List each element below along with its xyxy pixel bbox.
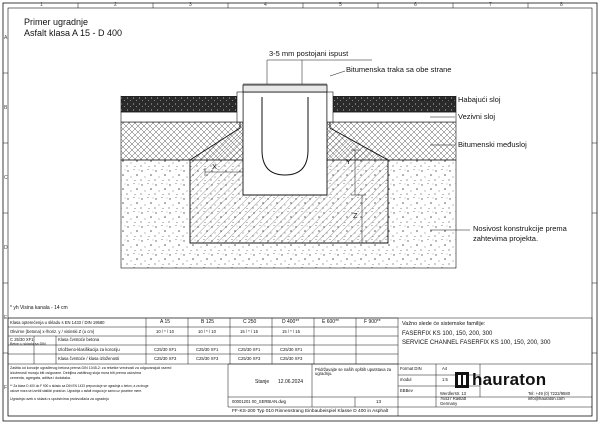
- product-line2: SERVICE CHANNEL FASERFIX KS 100, 150, 200, 300: [402, 340, 551, 346]
- hauraton-logo-icon: [455, 372, 469, 388]
- grid-letter-f: F: [4, 385, 8, 391]
- install-note: Pridržavajte se naših opštih uputstava za ugradnju.: [315, 367, 392, 377]
- grid-letter-b: B: [4, 105, 8, 111]
- class-a15: A 15: [160, 319, 171, 325]
- class-c250: C 250: [243, 319, 257, 325]
- label-binder-layer: Vezivni sloj: [458, 112, 496, 121]
- row2-d400: C25/30 XF1: [280, 347, 303, 352]
- lang-label: EBBev: [400, 388, 413, 393]
- company-address-2: 76437 Rastatt: [440, 396, 467, 401]
- callout-gap: 3-5 mm postojani ispust: [269, 49, 349, 58]
- dim-x: X: [212, 162, 218, 171]
- table-row0-label: Klasa opterećenja u skladu s EN 1433 / DIN 19580: [10, 320, 105, 325]
- product-line1: FASERFIX KS 100, 150, 200, 300: [402, 331, 493, 337]
- row2-b125: C25/30 XF1: [196, 347, 219, 352]
- row2-c250: C25/30 XF1: [238, 347, 261, 352]
- grid-num-5: 5: [339, 2, 342, 8]
- row3-d400: C25/30 XF3: [280, 356, 303, 361]
- product-heading: Važno slede će sistemske familije:: [402, 321, 486, 327]
- label-bitumen-interlayer: Bitumenski međusloj: [458, 140, 527, 149]
- company-address-1: Werdlerstr. 13: [440, 391, 466, 396]
- row3-a15: C25/30 XF3: [154, 356, 177, 361]
- stand-label: Stanje: [255, 379, 270, 385]
- table-row2-label-a: C 25/30 XF1: [10, 337, 34, 342]
- scale-label: modul: [400, 377, 412, 382]
- grid-num-2: 2: [114, 2, 117, 8]
- grid-num-6: 6: [414, 2, 417, 8]
- scale-value: 1:5: [442, 377, 448, 382]
- company-name: hauraton: [472, 370, 547, 389]
- grid-letter-c: C: [4, 175, 8, 181]
- grid-letter-e: E: [4, 315, 8, 321]
- sheet-number: 13: [376, 399, 382, 404]
- company-address-3: Germany: [440, 401, 458, 406]
- table-row2-label-b: Beton u skladu sa DIN: [10, 342, 46, 346]
- drawing-title-line1: Primer ugradnje: [24, 17, 89, 27]
- class-f900: F 900**: [364, 319, 381, 325]
- table-row2-sub-label: Izložbeno-klasifikacija za koroziju: [58, 347, 120, 352]
- label-bearing-line2: zahtevima projekta.: [473, 234, 539, 243]
- dim-z: Z: [353, 211, 358, 220]
- callout-bitumen-strip: Bitumenska traka sa obe strane: [346, 65, 452, 74]
- notes-line2: izloženosti moraju biti osigurane. Debljina zaštitnog sloja mora biti prema uslovima: [10, 371, 142, 375]
- class-d400: D 400**: [282, 319, 300, 325]
- grating: [243, 85, 327, 92]
- stand-value: 12.06.2024: [278, 379, 304, 385]
- notes-line6: Ugradnja uvek u skladu s uputstvima proizvođača za ugradnju: [10, 397, 109, 401]
- label-wearing-course: Habajući sloj: [458, 95, 501, 104]
- row1-d400: 15 / * / 15: [282, 329, 300, 334]
- bottom-strip: FF-KS-200 Typ 010 Rinnenstrang Einbaubeispiel Klasse D 400 in Asphalt: [232, 409, 389, 414]
- channel-invert: [262, 97, 308, 175]
- grid-num-1: 1: [40, 2, 43, 8]
- grid-num-3: 3: [189, 2, 192, 8]
- row3-b125: C25/30 XF3: [196, 356, 219, 361]
- row2-a15: C25/30 XF1: [154, 347, 177, 352]
- grid-num-8: 8: [560, 2, 563, 8]
- row3-c250: C25/30 XF3: [238, 356, 261, 361]
- grid-num-4: 4: [264, 2, 267, 8]
- company-email: info@hauraton.com: [528, 396, 565, 401]
- company-phone: Tel: +49 (0) 7222/9580: [528, 391, 571, 396]
- row1-b125: 10 / * / 10: [198, 329, 216, 334]
- table-row3-label: Klasa čvrstoće / klasa izloženosti: [58, 356, 120, 361]
- notes-line4: ** Za klase D 400 do F 900 u skladu sa DIN EN 1433 preporučuje se ugradnja u beton, a za druge: [10, 384, 149, 388]
- class-b125: B 125: [201, 319, 215, 325]
- format-value: A4: [442, 366, 448, 371]
- drawing-title-line2: Asfalt klasa A 15 - D 400: [24, 28, 123, 38]
- label-bearing-line1: Nosivost konstrukcije prema: [473, 224, 567, 233]
- drawing-number: 00001201 00_SERBIAN.dwg: [232, 399, 287, 404]
- table-row1-label: Okvirne (betona) x-/horiz. y / visinski Z (u cm): [10, 329, 95, 334]
- row1-a15: 10 / * / 10: [156, 329, 174, 334]
- grid-letter-d: D: [4, 245, 8, 251]
- notes-line1: Zaštita od korozije ugrađenog betona prema DIN 1045-2: za rešetke vrednosti za odgovarajući razred: [10, 366, 172, 370]
- footnote: * yh Visina kanala - 14 cm: [10, 305, 68, 311]
- notes-line5: uslove mora se izvršiti statički proračun. Ugradnja u asfalt moguća je samo uz posebne mere.: [10, 389, 142, 393]
- format-label: Format DIN: [400, 366, 422, 371]
- grid-num-7: 7: [489, 2, 492, 8]
- grid-letter-a: A: [4, 35, 8, 41]
- dim-y: Y: [346, 157, 352, 166]
- row1-c250: 15 / * / 15: [240, 329, 258, 334]
- class-e600: E 600**: [322, 319, 339, 325]
- notes-line3: cementa, agregata, aditiva i dodataka.: [10, 376, 71, 380]
- table-row2-label-c: Klasa čvrstoće betona: [58, 337, 100, 342]
